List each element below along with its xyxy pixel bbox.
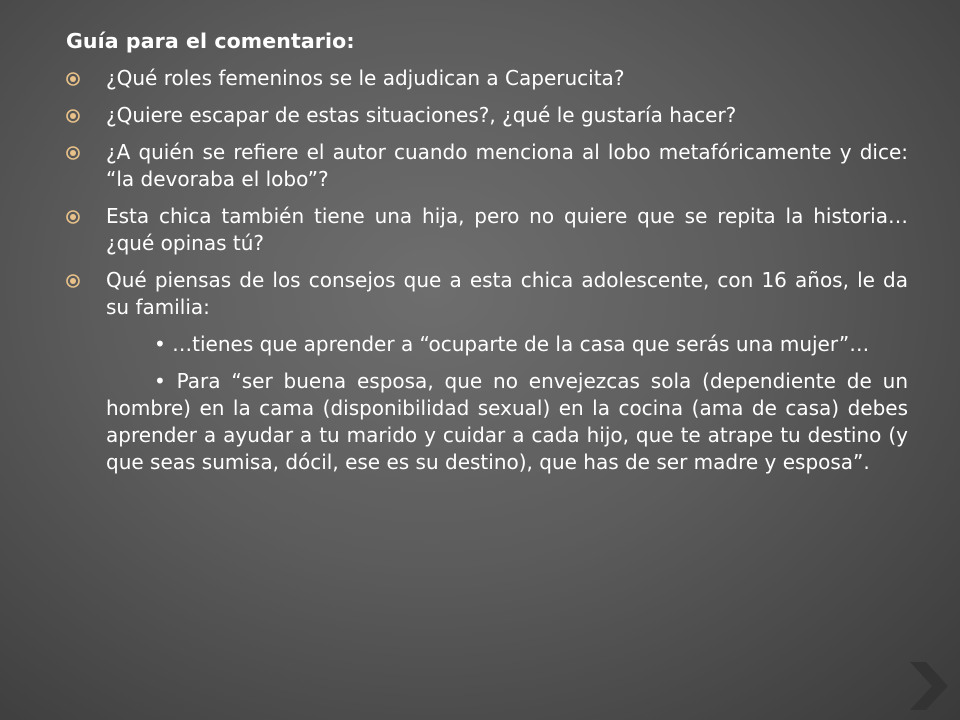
slide-heading: Guía para el comentario: — [66, 29, 355, 53]
target-bullet-icon — [66, 109, 80, 123]
sub-item — [66, 368, 908, 476]
slide-content — [66, 28, 908, 486]
target-bullet-icon — [66, 210, 80, 224]
list-item-text: ¿A quién se refiere el autor cuando menciona al lobo metafóricamente y dice: “la devoraba el lobo”? — [106, 140, 908, 191]
sub-item-text: • …tienes que aprender a “ocuparte de la casa que serás una mujer”… — [154, 332, 870, 356]
list-item — [66, 102, 908, 129]
list-item — [66, 65, 908, 92]
list-item-text: Esta chica también tiene una hija, pero no quiere que se repita la historia… ¿qué opinas tú? — [106, 204, 908, 255]
target-bullet-icon — [66, 72, 80, 86]
list-item — [66, 139, 908, 193]
list-item-text: ¿Qué roles femeninos se le adjudican a Caperucita? — [106, 66, 625, 90]
sub-item — [66, 331, 908, 358]
sub-item-text: • Para “ser buena esposa, que no envejezcas sola (dependiente de un hombre) en la cama (disponibilidad sexual) en la cocina (ama de casa) debes aprender a ayudar a tu marido y cuidar a cada hijo, que te atrape tu destino (y que seas sumisa, dócil, ese es su destino), que has de ser madre y esposa”. — [106, 369, 908, 474]
list-item-text: Qué piensas de los consejos que a esta chica adolescente, con 16 años, le da su familia: — [106, 268, 908, 319]
chevron-right-icon[interactable] — [906, 660, 950, 712]
target-bullet-icon — [66, 146, 80, 160]
list-item — [66, 267, 908, 321]
list-item-text: ¿Quiere escapar de estas situaciones?, ¿qué le gustaría hacer? — [106, 103, 737, 127]
target-bullet-icon — [66, 274, 80, 288]
list-item — [66, 203, 908, 257]
